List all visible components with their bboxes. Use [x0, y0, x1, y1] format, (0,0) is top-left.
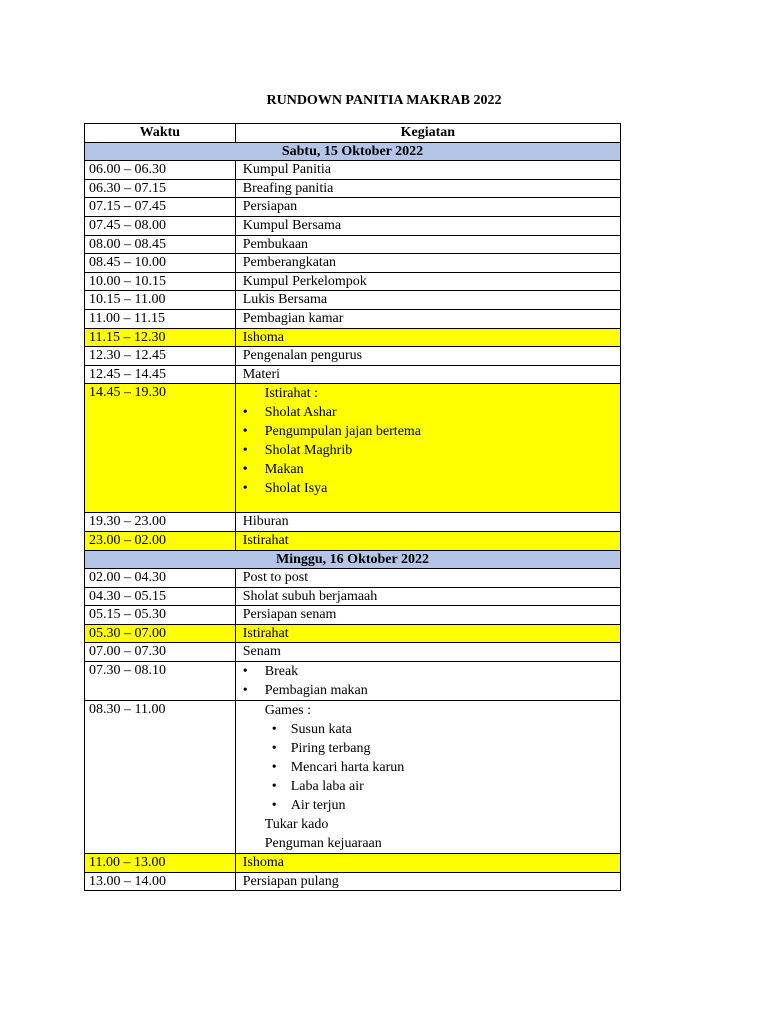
activity-cell: Persiapan senam	[235, 606, 620, 625]
table-row	[85, 347, 621, 366]
table-row	[85, 365, 621, 384]
table-header-row	[85, 124, 621, 143]
table-row	[85, 328, 621, 347]
rundown-table	[84, 123, 621, 891]
time-cell: 12.30 – 12.45	[85, 347, 236, 366]
header-activity: Kegiatan	[235, 124, 620, 143]
time-cell: 14.45 – 19.30	[85, 384, 236, 513]
time-cell: 10.00 – 10.15	[85, 272, 236, 291]
day-header-row	[85, 550, 621, 569]
table-row	[85, 662, 621, 701]
list-item: • Laba laba air	[265, 777, 620, 796]
activity-cell: Hiburan	[235, 513, 620, 532]
activity-cell: Sholat subuh berjamaah	[235, 587, 620, 606]
time-cell: 02.00 – 04.30	[85, 569, 236, 588]
document-title: RUNDOWN PANITIA MAKRAB 2022	[266, 93, 502, 108]
table-row	[85, 513, 621, 532]
bullet-list	[243, 662, 620, 700]
activity-cell: Ishoma	[235, 854, 620, 873]
activity-cell: Lukis Bersama	[235, 291, 620, 310]
activity-cell	[235, 701, 620, 854]
time-cell: 06.00 – 06.30	[85, 161, 236, 180]
activity-cell: Breafing panitia	[235, 179, 620, 198]
time-cell: 07.30 – 08.10	[85, 662, 236, 701]
activity-label: Istirahat :	[264, 386, 318, 402]
activity-cell: Pemberangkatan	[235, 254, 620, 273]
activity-cell: Kumpul Panitia	[235, 161, 620, 180]
list-item: • Pembagian makan	[243, 681, 620, 700]
table-row	[85, 624, 621, 643]
time-cell: 11.00 – 11.15	[85, 309, 236, 328]
time-cell: 05.30 – 07.00	[85, 624, 236, 643]
list-item: • Sholat Maghrib	[243, 441, 620, 460]
time-cell: 10.15 – 11.00	[85, 291, 236, 310]
time-cell: 07.00 – 07.30	[85, 643, 236, 662]
activity-cell	[235, 384, 620, 513]
time-cell: 04.30 – 05.15	[85, 587, 236, 606]
table-row	[85, 161, 621, 180]
activity-cell: Senam	[235, 643, 620, 662]
list-item: • Piring terbang	[265, 739, 620, 758]
time-cell: 07.45 – 08.00	[85, 216, 236, 235]
list-item: • Pengumpulan jajan bertema	[243, 422, 620, 441]
list-item: • Mencari harta karun	[265, 758, 620, 777]
activity-cell: Pengenalan pengurus	[235, 347, 620, 366]
time-cell: 07.15 – 07.45	[85, 198, 236, 217]
activity-cell: Istirahat	[235, 531, 620, 550]
list-item: • Sholat Isya	[243, 479, 620, 498]
table-body	[85, 142, 621, 891]
activity-extra: Tukar kado	[264, 817, 329, 833]
time-cell: 06.30 – 07.15	[85, 179, 236, 198]
time-cell: 13.00 – 14.00	[85, 872, 236, 891]
time-cell: 08.30 – 11.00	[85, 701, 236, 854]
table-row	[85, 254, 621, 273]
table-row	[85, 872, 621, 891]
activity-cell: Post to post	[235, 569, 620, 588]
activity-cell	[235, 662, 620, 701]
day-header-row	[85, 142, 621, 161]
time-cell: 08.00 – 08.45	[85, 235, 236, 254]
time-cell: 23.00 – 02.00	[85, 531, 236, 550]
time-cell: 19.30 – 23.00	[85, 513, 236, 532]
activity-cell: Kumpul Bersama	[235, 216, 620, 235]
table-row	[85, 569, 621, 588]
time-cell: 08.45 – 10.00	[85, 254, 236, 273]
activity-cell: Istirahat	[235, 624, 620, 643]
table-row	[85, 235, 621, 254]
table-row	[85, 531, 621, 550]
table-row	[85, 198, 621, 217]
table-row	[85, 587, 621, 606]
table-row	[85, 216, 621, 235]
activity-cell: Persiapan	[235, 198, 620, 217]
table-row	[85, 701, 621, 854]
list-item: • Susun kata	[265, 720, 620, 739]
time-cell: 11.15 – 12.30	[85, 328, 236, 347]
bullet-list	[243, 403, 620, 498]
table-row	[85, 309, 621, 328]
list-item: • Air terjun	[265, 796, 620, 815]
activity-cell: Persiapan pulang	[235, 872, 620, 891]
day-label: Sabtu, 15 Oktober 2022	[85, 142, 621, 161]
bullet-list	[265, 720, 620, 815]
table-row	[85, 384, 621, 513]
activity-extra: Penguman kejuaraan	[264, 836, 382, 852]
table-row	[85, 179, 621, 198]
activity-label: Games :	[264, 703, 311, 719]
activity-cell: Pembukaan	[235, 235, 620, 254]
time-cell: 12.45 – 14.45	[85, 365, 236, 384]
table-row	[85, 643, 621, 662]
sub-list-wrap	[243, 720, 620, 815]
list-item: • Break	[243, 662, 620, 681]
table-row	[85, 606, 621, 625]
time-cell: 11.00 – 13.00	[85, 854, 236, 873]
activity-cell: Materi	[235, 365, 620, 384]
activity-cell: Ishoma	[235, 328, 620, 347]
table-row	[85, 272, 621, 291]
time-cell: 05.15 – 05.30	[85, 606, 236, 625]
list-item: • Sholat Ashar	[243, 403, 620, 422]
header-time: Waktu	[85, 124, 236, 143]
table-row	[85, 854, 621, 873]
list-item: • Makan	[243, 460, 620, 479]
table-row	[85, 291, 621, 310]
day-label: Minggu, 16 Oktober 2022	[85, 550, 621, 569]
activity-cell: Kumpul Perkelompok	[235, 272, 620, 291]
activity-cell: Pembagian kamar	[235, 309, 620, 328]
